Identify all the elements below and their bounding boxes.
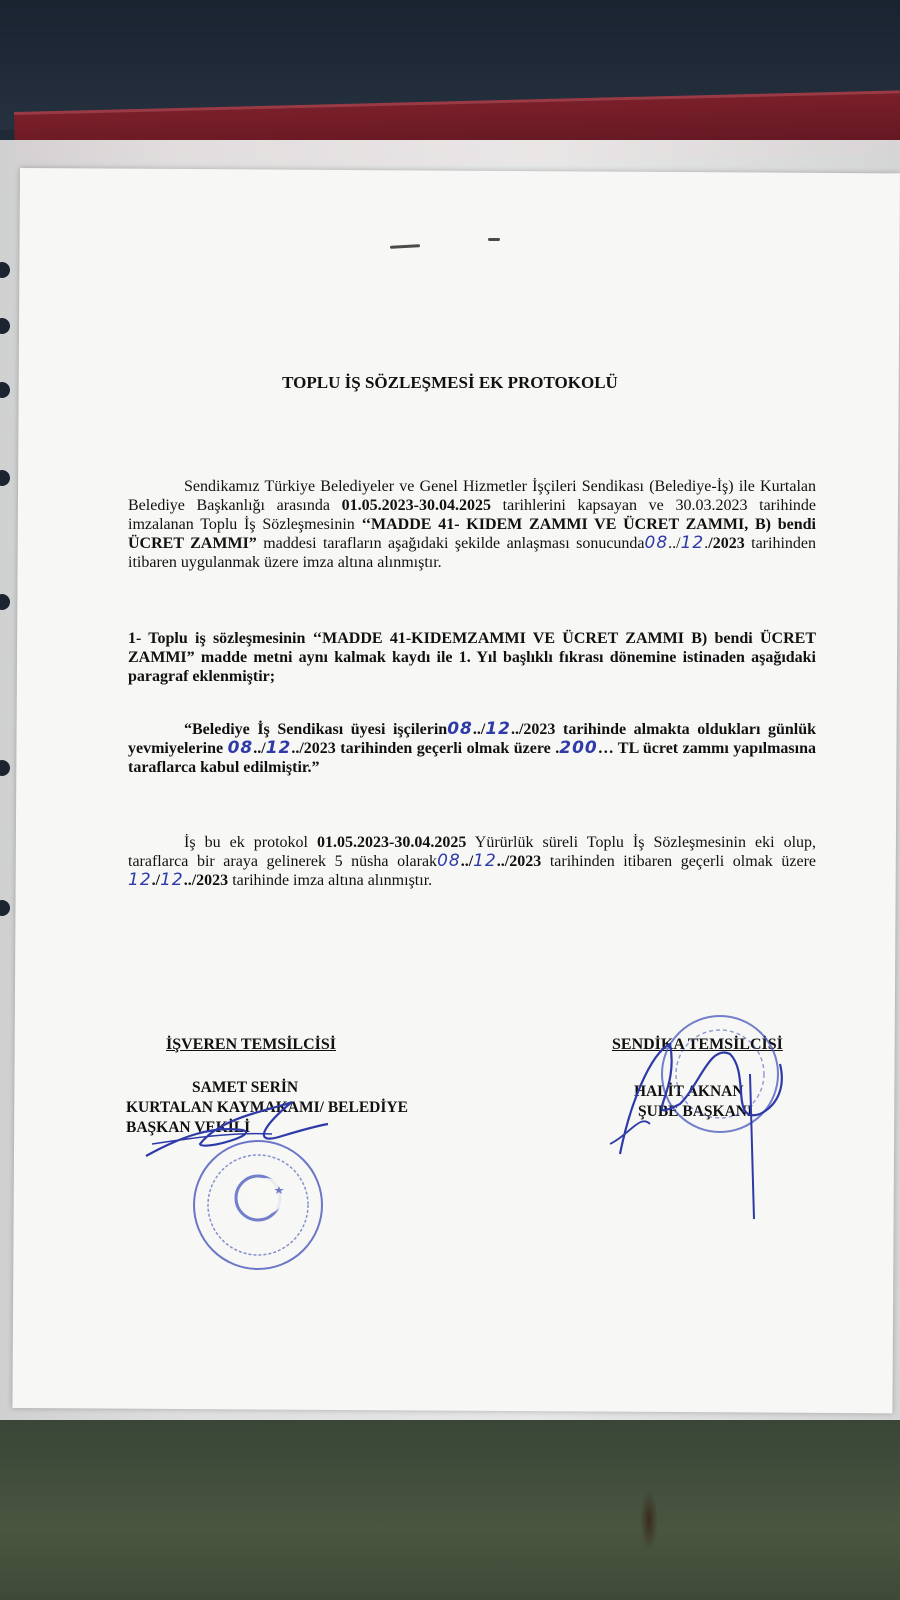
employer-name: SAMET SERİN: [192, 1079, 299, 1096]
desk-stain: [640, 1490, 658, 1550]
article-one-paragraph: 1- Toplu iş sözleşmesinin ‘‘MADDE 41-KIDEMZAMMI VE ÜCRET ZAMMI B) bendi ÜCRET ZAMMI” madde metni aynı kalmak kaydı ile 1. Yıl başlıklı fıkrası dönemine istinaden aşağıdaki paragraf eklenmiştir;: [128, 630, 816, 685]
handwritten-month: 12: [160, 870, 184, 890]
desk-background-bottom: [0, 1420, 900, 1600]
handwritten-day: 08: [447, 719, 473, 739]
employer-signature: [142, 1096, 332, 1176]
handwritten-day: 08: [437, 851, 461, 871]
document-title: TOPLU İŞ SÖZLEŞMESİ EK PROTOKOLÜ: [282, 373, 618, 392]
quoted-paragraph: “Belediye İş Sendikası üyesi işçilerin08../12../2023 tarihinde almakta oldukları günlük yevmiyelerine 08../12../2023 tarihinden geçerli olmak üzere .200… TL ücret zammı yapılmasına taraflarca kabul edilmiştir.”: [128, 719, 816, 776]
handwritten-month: 12: [473, 851, 497, 871]
handwritten-month: 12: [265, 738, 292, 758]
handwritten-month: 12: [680, 533, 705, 553]
staple-mark: [488, 238, 500, 241]
intro-paragraph: Sendikamız Türkiye Belediyeler ve Genel Hizmetler İşçileri Sendikası (Belediye-İş) ile Kurtalan Belediye Başkanlığı arasında 01.05.2023-30.04.2025 tarihlerini kapsayan ve 30.03.2023 tarihinde imzalanan Toplu İş Sözleşmesinin ‘‘MADDE 41- KIDEM ZAMMI VE ÜCRET ZAMMI, B) bendi ÜCRET ZAMMI” maddesi tarafların aşağıdaki şekilde anlaşması sonucunda08../12./2023 tarihinden itibaren uygulanmak üzere imza altına alınmıştır.: [128, 478, 817, 571]
handwritten-amount: 200: [559, 738, 598, 758]
document-page: [12, 168, 900, 1413]
handwritten-month: 12: [485, 719, 511, 739]
employer-title-2: BAŞKAN VEKİLİ: [126, 1119, 251, 1136]
union-heading: SENDİKA TEMSİLCİSİ: [612, 1036, 783, 1053]
handwritten-day: 08: [644, 533, 669, 553]
closing-paragraph: İş bu ek protokol 01.05.2023-30.04.2025 Yürürlük süreli Toplu İş Sözleşmesinin eki olup, taraflarca bir araya gelinerek 5 nüsha olarak08../12../2023 tarihinden itibaren geçerli olmak üzere 12./12../2023 tarihinde imza altına alınmıştır.: [128, 834, 817, 890]
union-name: HALİT AKNAN: [634, 1083, 744, 1100]
union-stamp-signature: [610, 1014, 800, 1224]
handwritten-day: 08: [227, 738, 254, 758]
employer-heading: İŞVEREN TEMSİLCİSİ: [166, 1036, 336, 1053]
employer-title: KURTALAN KAYMAKAMI/ BELEDİYE: [126, 1099, 408, 1116]
handwritten-day: 12: [128, 870, 152, 890]
union-title: ŞUBE BAŞKANI: [638, 1103, 753, 1120]
